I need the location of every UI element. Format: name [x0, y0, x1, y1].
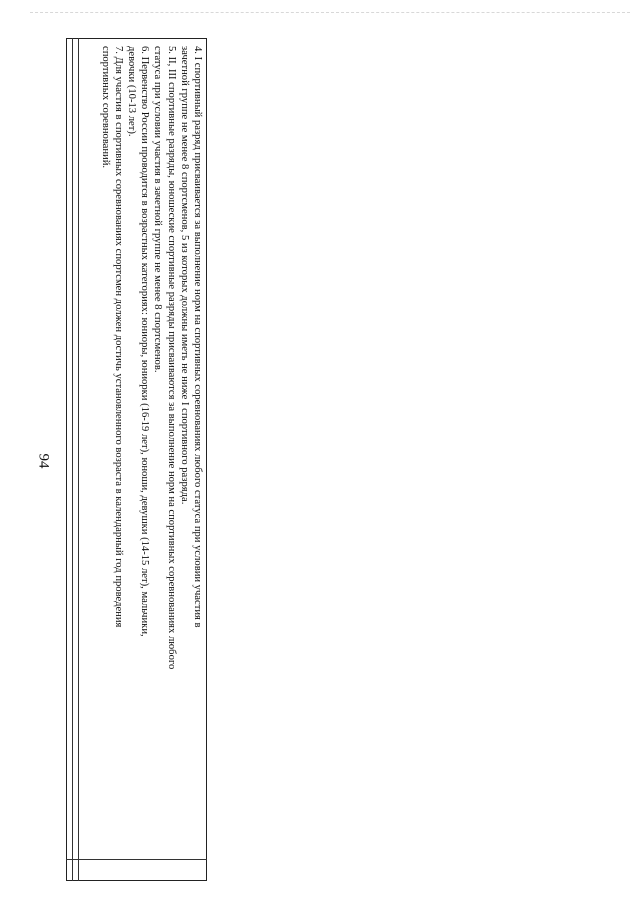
- table-column-divider: [72, 38, 73, 881]
- note-4-line-2: зачетной группе не менее 8 спортсменов, 5 из которых должны иметь не ниже I спортивного разряда.: [178, 46, 190, 505]
- note-7-line-2: спортивных соревнований.: [99, 46, 111, 169]
- note-5-line-1: 5. II, III спортивные разряды, юношеские спортивные разряды присваиваются за выполнение норм на спортивных соревнованиях любого: [165, 46, 177, 670]
- table-row-divider: [66, 859, 207, 860]
- note-7-line-1: 7. Для участия в спортивных соревнованиях спортсмен должен достичь установленного возраста в календарный год проведения: [112, 46, 124, 628]
- note-5-line-2: статуса при условии участия в зачетной группе не менее 8 спортсменов.: [152, 46, 164, 373]
- scan-artifact-line: [30, 12, 630, 13]
- page-number: 94: [35, 453, 52, 469]
- note-6-line-1: 6. Первенство России проводится в возрастных категориях: юниоры, юниорки (16-19 лет), юноши, девушки (14-15 лет), мальчики,: [139, 46, 151, 637]
- note-4-line-1: 4. I спортивный разряд присваивается за выполнение норм на спортивных соревнованиях любого статуса при условии участия в: [192, 46, 203, 628]
- note-6-line-2: девочки (10-13 лет).: [125, 46, 137, 137]
- table-notes-cell: [79, 40, 206, 858]
- notes-text-block: [79, 40, 206, 858]
